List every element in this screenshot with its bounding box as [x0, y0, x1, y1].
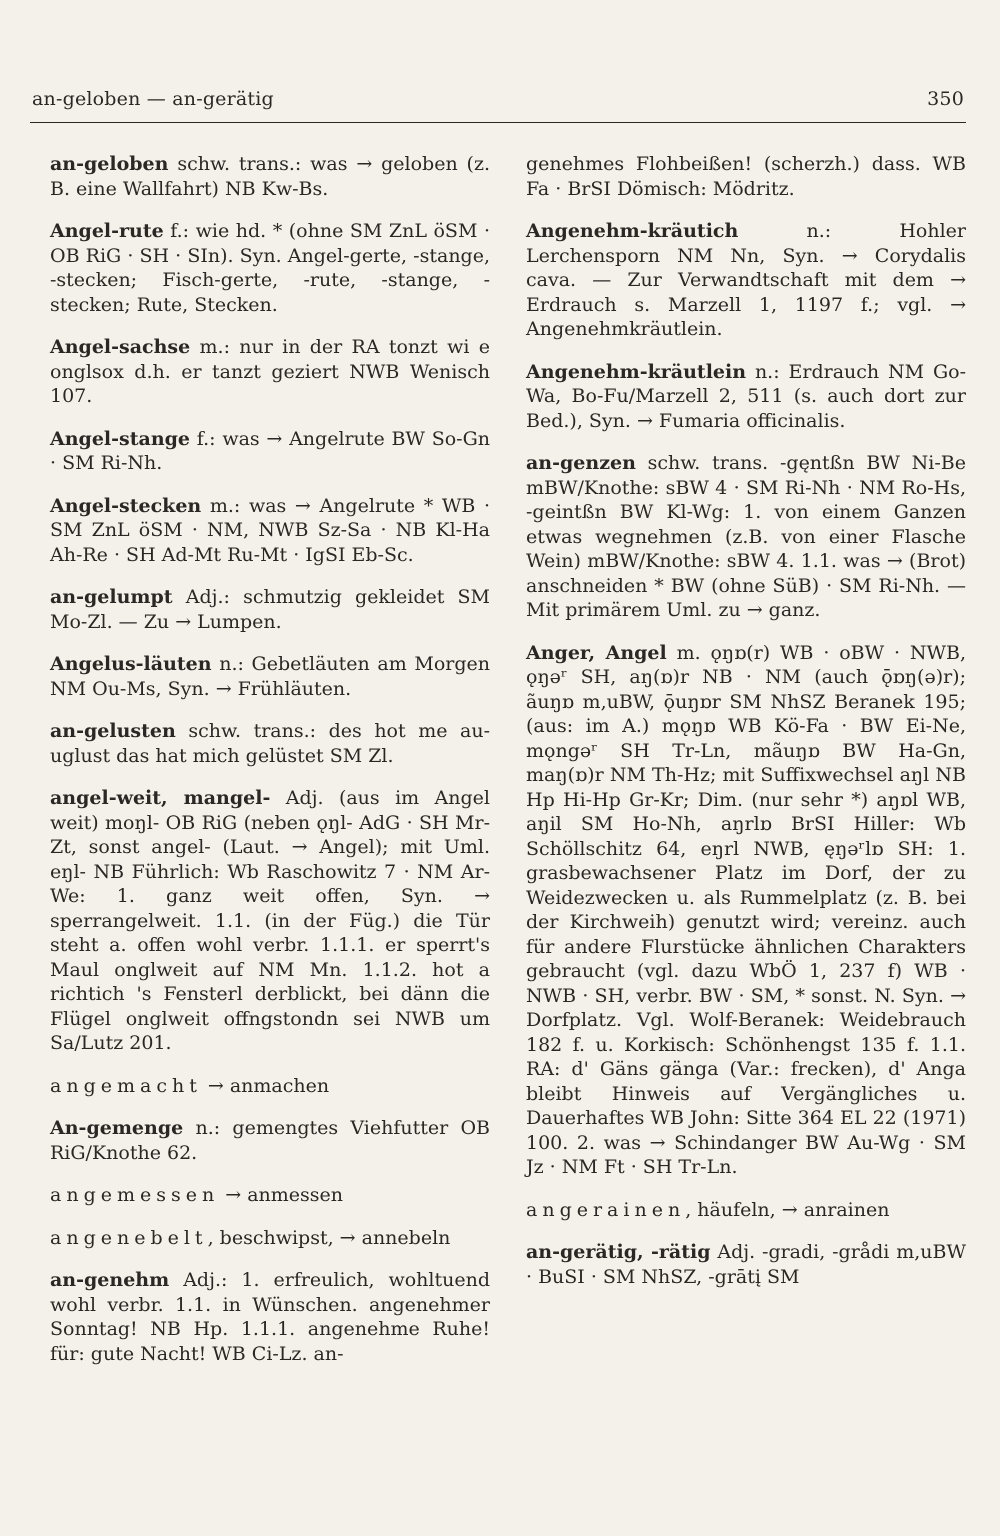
entry-body: f.: wie hd. * (ohne SM ZnL öSM · OB RiG · SH · SIn). Syn. Angel-gerte, -stange, -stecken; Fisch-gerte, -rute, -stange, -stecken; Rute, Stecken. [50, 220, 490, 316]
dictionary-entry [50, 1116, 490, 1165]
entry-body: → anmachen [201, 1074, 330, 1097]
entry-body: , beschwipst, → annebeln [207, 1226, 451, 1249]
entry-body: m. ǫŋɒ(r) WB · oBW · NWB, ǫŋəʳ SH, aŋ(ɒ)r NB · NM (auch ǭɒŋ(ə)r); ãuŋɒ m,uBW, ǭuŋɒr SM NhSZ Beranek 195; (aus: im A.) mǫŋɒ WB Kö-Fa · BW Ei-Ne, mǫngəʳ SH Tr-Ln, mãuŋɒ BW Ha-Gn, maŋ(ɒ)r NM Th-Hz; mit Suffixwechsel aŋl NB Hp Hi-Hp Gr-Kr; Dim. (nur sehr *) aŋɒl WB, aŋil SM Ho-Nh, aŋrlɒ BrSI Hiller: Wb Schöllschitz 64, eŋrl NWB, ęŋəʳlɒ SH: 1. grasbewachsener Platz im Dorf, der zu Weidezwecken u. als Rummelplatz (z. B. bei der Kirchweih) genutzt wird; vereinz. auch für andere Flurstücke ähnlichen Charakters gebraucht (vgl. dazu WbÖ 1, 237 f) WB · NWB · SH, verbr. BW · SM, * sonst. N. Syn. → Dorfplatz. Vgl. Wolf-Beranek: Weidebrauch 182 f. u. Korkisch: Schönhengst 135 f. 1.1. RA: d' Gäns gänga (Var.: frecken), d' Anga bleibt Hinweis auf Vergängliches u. Dauerhaftes WB John: Sitte 364 EL 22 (1971) 100. 2. was → Schindanger BW Au-Wg · SM Jz · NM Ft · SH Tr-Ln. [526, 641, 966, 1178]
entry-headword: angerainen [526, 1198, 686, 1221]
cross-reference-entry [526, 1198, 966, 1223]
entry-headword: an-gerätig, -rätig [526, 1241, 711, 1263]
entry-headword: Angel-sachse [50, 336, 191, 358]
cross-reference-entry [50, 1226, 490, 1251]
entry-body: m.: was → Angelrute * WB · SM ZnL öSM · NM, NWB Sz-Sa · NB Kl-Ha Ah-Re · SH Ad-Mt Ru-Mt · IgSI Eb-Sc. [50, 494, 490, 566]
entry-headword: Angenehm-kräutich [526, 220, 739, 242]
page-number: 350 [927, 88, 964, 110]
entry-body: Adj. (aus im Angel weit) moŋl- OB RiG (neben ǫŋl- AdG · SH Mr-Zt, sonst angel- (Laut. → Angel); mit Uml. eŋl- NB Führlich: Wb Raschowitz 7 · NM Ar-We: 1. ganz weit offen, Syn. → sperrangelweit. 1.1. (in der Füg.) die Tür steht a. offen wohl verbr. 1.1.1. er sperrt's Maul onglweit auf NM Mn. 1.1.2. hot a richtich 's Fensterl derblickt, bei dänn die Flügel onglweit offngstondn sei NWB um Sa/Lutz 201. [50, 787, 490, 1054]
entry-headword: Angel-stecken [50, 494, 202, 517]
entry-headword: Angenehm-kräutlein [526, 360, 747, 383]
entry-headword: Anger, Angel [526, 641, 667, 664]
dictionary-entry [50, 427, 490, 476]
entry-headword: angemacht [50, 1074, 202, 1097]
cross-reference-entry [50, 1074, 490, 1099]
dictionary-entry [50, 219, 490, 317]
entry-headword: an-genzen [526, 452, 636, 474]
entry-headword: an-geloben [50, 153, 169, 175]
running-head-title: an-geloben — an-gerätig [32, 88, 274, 110]
dictionary-entry [50, 719, 490, 768]
entry-body: Adj.: schmutzig gekleidet SM Mo-Zl. — Zu → Lumpen. [50, 586, 490, 633]
entry-body: n.: Hohler Lerchensporn NM Nn, Syn. → Corydalis cava. — Zur Verwandtschaft mit dem → Erdrauch s. Marzell 1, 1197 f.; vgl. → Angenehmkräutlein. [526, 220, 966, 340]
dictionary-entry [50, 786, 490, 1056]
dictionary-entry [50, 1268, 490, 1366]
entry-body: → anmessen [219, 1184, 344, 1206]
dictionary-entry [50, 585, 490, 634]
entry-headword: Angelus-läuten [50, 653, 212, 675]
entry-headword: an-gelusten [50, 720, 176, 742]
dictionary-entry [526, 360, 966, 434]
dictionary-entry-continuation [526, 152, 966, 201]
entry-headword: an-gelumpt [50, 586, 173, 608]
entry-body: , häufeln, → anrainen [685, 1198, 890, 1221]
entry-body: schw. trans.: was → geloben (z. B. eine Wallfahrt) NB Kw-Bs. [50, 153, 490, 200]
entry-headword: An-gemenge [50, 1117, 184, 1139]
entry-headword: angenebelt [50, 1226, 208, 1249]
entry-headword: angel-weit, mangel- [50, 787, 271, 809]
dictionary-entry [526, 219, 966, 342]
entry-body: n.: gemengtes Viehfutter OB RiG/Knothe 62. [50, 1117, 490, 1164]
dictionary-entry [526, 451, 966, 623]
entry-headword: an-genehm [50, 1269, 170, 1291]
left-column [50, 152, 490, 1384]
dictionary-entry [526, 1240, 966, 1289]
entry-headword: Angel-stange [50, 427, 191, 450]
entry-body: schw. trans. -gęntßn BW Ni-Be mBW/Knothe: sBW 4 · SM Ri-Nh · NM Ro-Hs, -geintßn BW Kl-Wg: 1. von einem Ganzen etwas wegnehmen (z.B. von einer Flasche Wein) mBW/Knothe: sBW 4. 1.1. was → (Brot) anschneiden * BW (ohne SüB) · SM Ri-Nh. — Mit primärem Uml. zu → ganz. [526, 452, 966, 621]
running-head [32, 88, 964, 110]
entry-body: genehmes Flohbeißen! (scherzh.) dass. WB Fa · BrSI Dömisch: Mödritz. [526, 153, 966, 200]
right-column [526, 152, 966, 1307]
dictionary-entry [50, 152, 490, 201]
entry-body: n.: Erdrauch NM Go-Wa, Bo-Fu/Marzell 2, 511 (s. auch dort zur Bed.), Syn. → Fumaria officinalis. [526, 360, 966, 432]
dictionary-entry [526, 641, 966, 1180]
dictionary-entry [50, 335, 490, 409]
entry-body: schw. trans.: des hot me au-uglust das hat mich gelüstet SM Zl. [50, 720, 490, 767]
header-rule [30, 122, 966, 123]
entry-headword: Angel-rute [50, 220, 164, 242]
entry-body: m.: nur in der RA tonzt wi e onglsox d.h. er tanzt geziert NWB Wenisch 107. [50, 336, 490, 407]
entry-headword: angemessen [50, 1184, 220, 1206]
entry-body: f.: was → Angelrute BW So-Gn · SM Ri-Nh. [50, 427, 490, 474]
entry-body: n.: Gebetläuten am Morgen NM Ou-Ms, Syn. → Frühläuten. [50, 653, 490, 700]
entry-body: Adj. -gradi, -grådi m,uBW · BuSI · SM NhSZ, -grātį SM [526, 1241, 967, 1288]
cross-reference-entry [50, 1183, 490, 1208]
dictionary-entry [50, 652, 490, 701]
dictionary-entry [50, 494, 490, 568]
entry-body: Adj.: 1. erfreulich, wohltuend wohl verbr. 1.1. in Wünschen. angenehmer Sonntag! NB Hp. 1.1.1. angenehme Ruhe! für: gute Nacht! WB Ci-Lz. an- [50, 1269, 490, 1365]
